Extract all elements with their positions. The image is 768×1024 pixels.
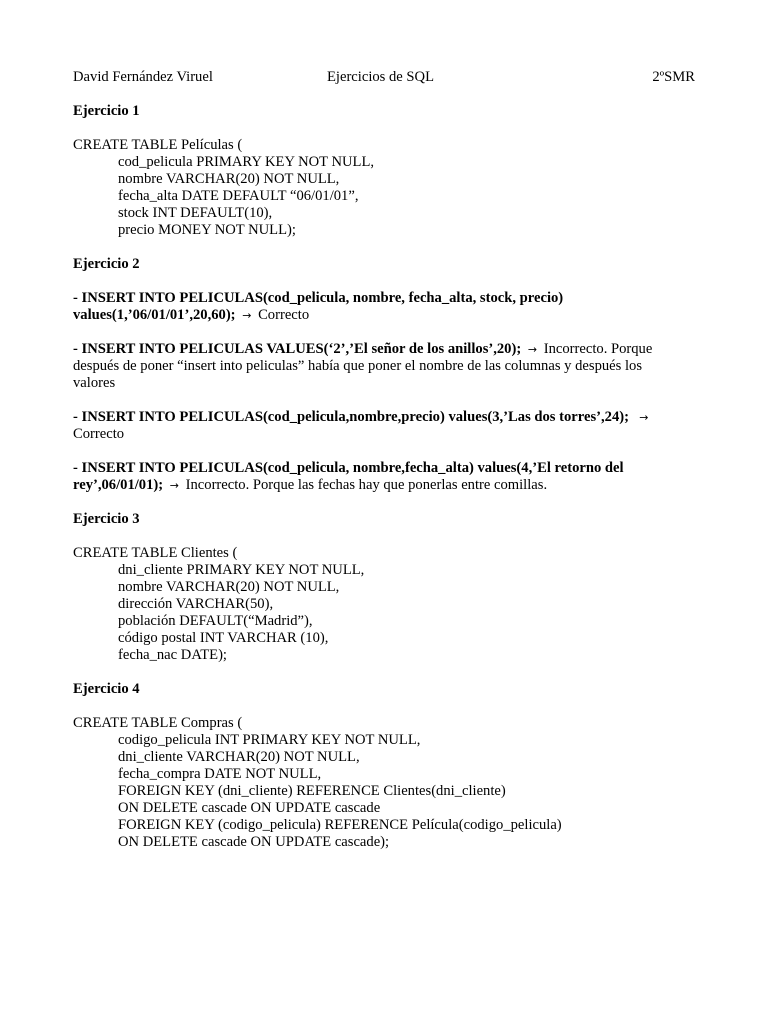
code-line: FOREIGN KEY (codigo_pelicula) REFERENCE Película(codigo_pelicula) [118,817,562,833]
answer-text: después de poner “insert into peliculas” había que poner el nombre de las columnas y después los [73,358,642,374]
exercise-3-code [73,545,695,664]
code-line: dirección VARCHAR(50), [118,596,274,612]
code-line: fecha_alta DATE DEFAULT “06/01/01”, [118,188,359,204]
arrow-icon: → [527,343,538,356]
arrow-icon: → [169,479,179,492]
code-line: cod_pelicula PRIMARY KEY NOT NULL, [118,154,375,170]
answer-text: Incorrecto. Porque las fechas hay que ponerlas entre comillas. [185,477,548,493]
exercise-3-title: Ejercicio 3 [73,511,140,527]
sql-statement: - INSERT INTO PELICULAS VALUES(‘2’,’El señor de los anillos’,20); [73,341,522,357]
code-line: nombre VARCHAR(20) NOT NULL, [118,579,340,595]
code-line: stock INT DEFAULT(10), [118,205,273,221]
exercise-1-title: Ejercicio 1 [73,103,140,119]
code-line: ON DELETE cascade ON UPDATE cascade); [118,834,390,850]
code-line: dni_cliente PRIMARY KEY NOT NULL, [118,562,365,578]
code-line: CREATE TABLE Películas ( [73,137,243,153]
code-line: población DEFAULT(“Madrid”), [118,613,313,629]
exercise-2-title: Ejercicio 2 [73,256,140,272]
course-label: 2ºSMR [652,69,695,85]
code-line: codigo_pelicula INT PRIMARY KEY NOT NULL, [118,732,421,748]
exercise-1-code [73,137,695,239]
code-line: fecha_compra DATE NOT NULL, [118,766,322,782]
page-header [73,69,695,86]
code-line: FOREIGN KEY (dni_cliente) REFERENCE Clientes(dni_cliente) [118,783,506,799]
sql-statement: rey’,06/01/01); [73,477,164,493]
code-line: fecha_nac DATE); [118,647,227,663]
author-name: David Fernández Viruel [73,69,213,85]
code-line: precio MONEY NOT NULL); [118,222,296,238]
exercise-2-item-1 [73,290,695,324]
code-line: dni_cliente VARCHAR(20) NOT NULL, [118,749,360,765]
document-page [73,69,695,851]
answer-text: Incorrecto. Porque [543,341,653,357]
code-line: CREATE TABLE Clientes ( [73,545,238,561]
exercise-2-item-4 [73,460,695,494]
exercise-4-title: Ejercicio 4 [73,681,140,697]
arrow-icon: → [242,309,252,322]
exercise-2-item-3 [73,409,695,443]
code-line: CREATE TABLE Compras ( [73,715,243,731]
code-line: código postal INT VARCHAR (10), [118,630,329,646]
answer-text: Correcto [73,426,125,442]
exercise-2-item-2 [73,341,695,392]
sql-statement: - INSERT INTO PELICULAS(cod_pelicula,nombre,precio) values(3,’Las dos torres’,24); [73,409,629,425]
sql-statement: - INSERT INTO PELICULAS(cod_pelicula, nombre, fecha_alta, stock, precio) [73,290,564,306]
answer-text: Correcto [258,307,310,323]
answer-text: valores [73,375,116,391]
code-line: ON DELETE cascade ON UPDATE cascade [118,800,381,816]
exercise-4-code [73,715,695,851]
sql-statement: - INSERT INTO PELICULAS(cod_pelicula, nombre,fecha_alta) values(4,’El retorno del [73,460,624,476]
sql-statement: values(1,’06/01/01’,20,60); [73,307,236,323]
document-subject: Ejercicios de SQL [327,69,434,85]
arrow-icon: → [639,411,649,424]
code-line: nombre VARCHAR(20) NOT NULL, [118,171,340,187]
